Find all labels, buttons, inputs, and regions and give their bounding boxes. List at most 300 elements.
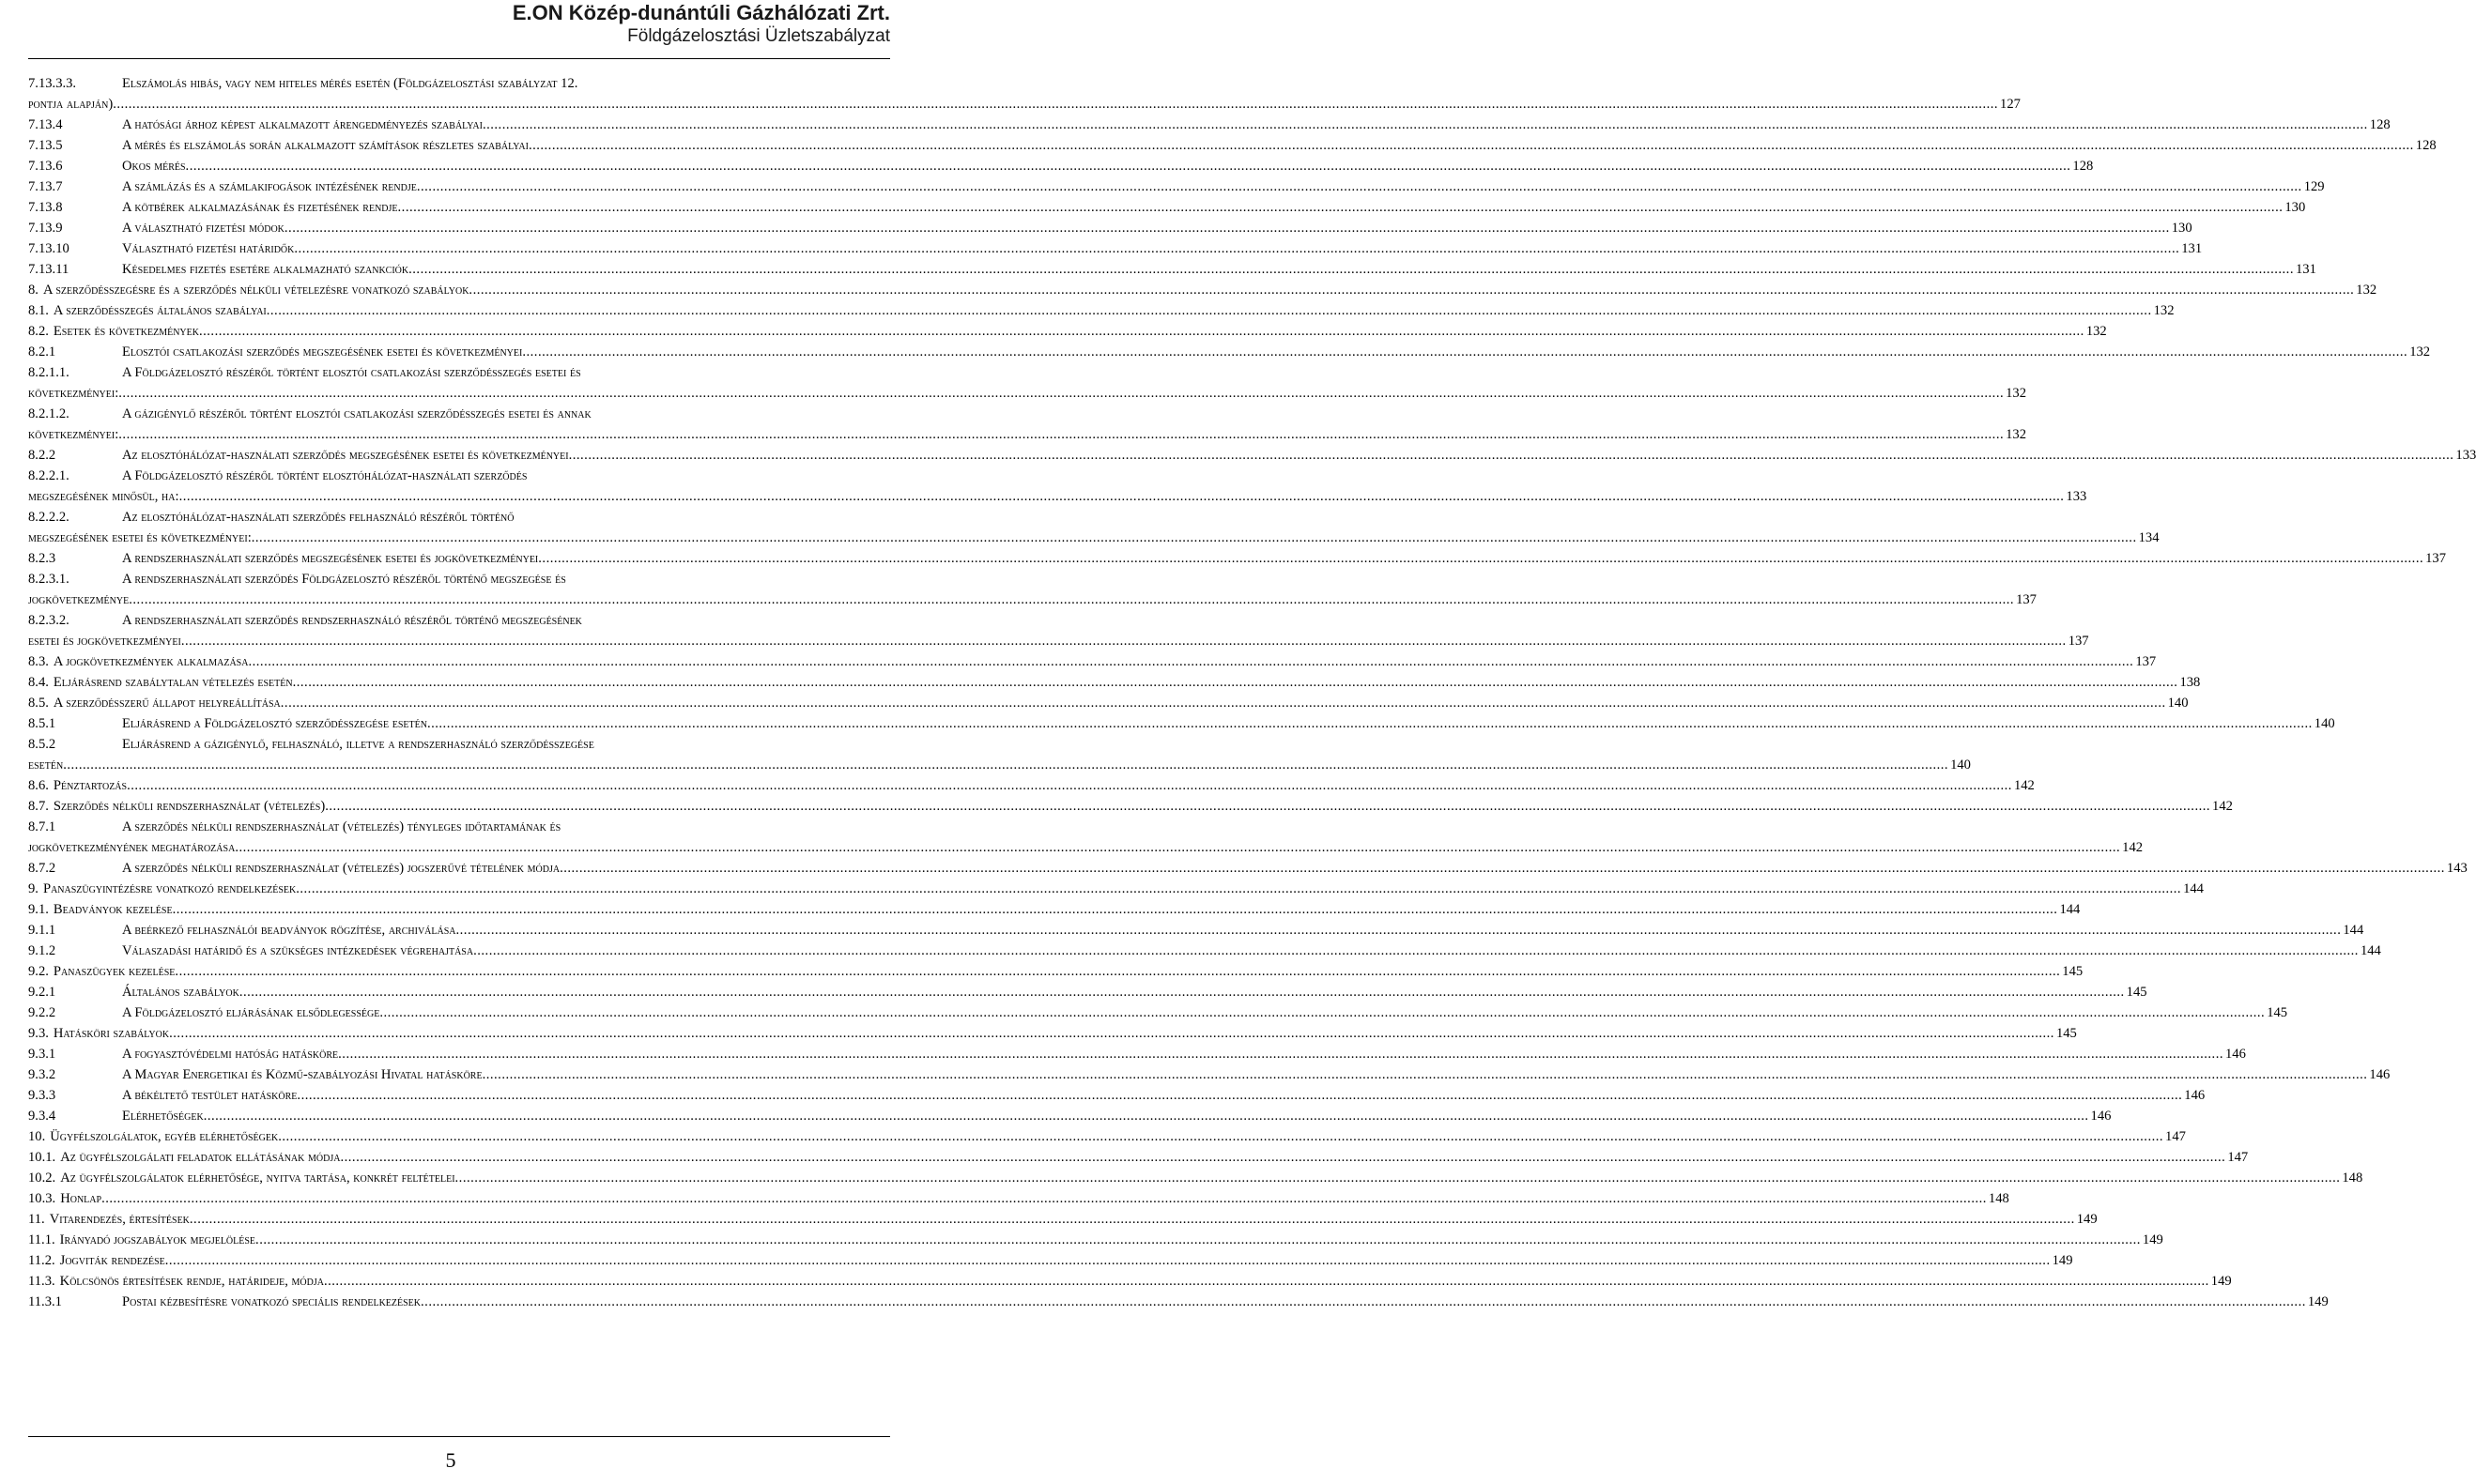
toc-entry-title: Honlap	[60, 1191, 102, 1206]
toc-entry[interactable]	[28, 1002, 2288, 1023]
toc-entry-number: 10.2.	[28, 1170, 56, 1186]
toc-entry-page: 148	[2342, 1170, 2363, 1186]
toc-entry-page: 132	[2356, 283, 2377, 298]
toc-entry-title: Eljárásrend a Földgázelosztó szerződésszegése esetén	[122, 716, 427, 731]
toc-entry-line	[28, 631, 2089, 651]
toc-entry-title: A Földgázelosztó részéről történt elosztói csatlakozási szerződésszegés esetei és	[122, 365, 581, 380]
toc-entry-title: Elosztói csatlakozási szerződés megszegésének esetei és következményei	[122, 344, 523, 360]
toc-entry-page: 144	[2059, 902, 2081, 917]
page-header	[513, 2, 890, 49]
toc-entry-line	[28, 837, 2144, 858]
toc-entry-page: 140	[1950, 757, 1971, 773]
toc-entry-page: 147	[2227, 1150, 2249, 1165]
toc-entry-line	[28, 589, 2037, 610]
toc-entry[interactable]	[28, 507, 2160, 548]
toc-entry-line	[28, 115, 2391, 135]
toc-entry-line	[28, 404, 890, 424]
toc-entry-line	[28, 1292, 2329, 1312]
toc-entry-line	[28, 73, 890, 94]
toc-entry-line	[28, 734, 890, 755]
toc-entry-title: A gázigénylő részéről történt elosztói csatlakozási szerződésszegés esetei és annak	[122, 406, 592, 421]
toc-entry-page: 131	[2295, 262, 2316, 277]
toc-leader-dots	[483, 1064, 2368, 1085]
toc-entry[interactable]	[28, 342, 2431, 362]
toc-entry-title: Választható fizetési határidők	[122, 241, 295, 256]
toc-entry-line	[28, 321, 2107, 342]
toc-entry-title: Az elosztóhálózat-használati szerződés megszegésének esetei és következményei	[122, 448, 569, 463]
toc-leader-dots	[179, 486, 2065, 507]
toc-leader-dots	[248, 651, 2133, 672]
toc-entry-title: A Földgázelosztó eljárásának elsődlegessége	[122, 1005, 380, 1020]
toc-entry[interactable]	[28, 1064, 2391, 1085]
toc-entry-number: 9.1.	[28, 902, 49, 917]
toc-entry-page: 132	[2409, 344, 2431, 360]
toc-entry[interactable]	[28, 362, 2026, 404]
toc-entry-title: pontja alapján)	[28, 97, 114, 112]
toc-entry-title: Hatásköri szabályok	[53, 1026, 170, 1041]
toc-entry-page: 144	[2183, 881, 2204, 896]
toc-leader-dots	[175, 961, 2060, 982]
toc-entry-page: 145	[2267, 1005, 2288, 1020]
toc-entry-number: 8.5.2	[28, 737, 56, 752]
toc-leader-dots	[560, 858, 2445, 879]
toc-leader-dots	[340, 1147, 2225, 1168]
toc-entry-title: Az ügyfélszolgálati feladatok ellátásának módja	[60, 1150, 341, 1165]
toc-entry-title: következményei:	[28, 386, 119, 401]
toc-entry-title: jogkövetkezménye	[28, 592, 130, 607]
toc-entry-line	[28, 961, 2084, 982]
toc-entry-line	[28, 1250, 2073, 1271]
toc-entry-line	[28, 796, 2233, 817]
toc-leader-dots	[427, 713, 2313, 734]
toc-entry[interactable]	[28, 899, 2081, 920]
toc-entry-page: 149	[2142, 1232, 2163, 1247]
toc-entry-title: megszegésének esetei és következményei:	[28, 530, 252, 545]
toc-entry-number: 8.2.3.1.	[28, 572, 69, 587]
toc-entry-page: 131	[2181, 241, 2203, 256]
toc-entry-title: A jogkövetkezmények alkalmazása	[53, 654, 249, 669]
toc-entry[interactable]	[28, 920, 2364, 941]
toc-entry-line	[28, 879, 2204, 899]
toc-leader-dots	[338, 1044, 2223, 1064]
toc-entry[interactable]	[28, 404, 2026, 445]
toc-entry-page: 142	[2122, 840, 2144, 855]
toc-entry[interactable]	[28, 135, 2437, 156]
toc-entry[interactable]	[28, 300, 2175, 321]
toc-entry-title: esetén	[28, 757, 64, 773]
toc-entry-number: 9.2.2	[28, 1005, 56, 1020]
toc-leader-dots	[169, 1023, 2054, 1044]
toc-entry-title: Panaszügyintézésre vonatkozó rendelkezések	[42, 881, 297, 896]
toc-entry-line	[28, 755, 1971, 775]
toc-entry-number: 7.13.5	[28, 138, 63, 153]
toc-entry-number: 7.13.8	[28, 200, 63, 215]
toc-entry-page: 137	[2016, 592, 2037, 607]
toc-entry[interactable]	[28, 610, 2089, 651]
toc-entry-line	[28, 197, 2306, 218]
toc-entry-page: 132	[2006, 386, 2026, 401]
toc-entry[interactable]	[28, 1209, 2098, 1230]
toc-entry-page: 149	[2307, 1294, 2329, 1309]
toc-entry-title: Eljárásrend szabálytalan vételezés esetén	[53, 675, 293, 690]
toc-entry-line	[28, 610, 890, 631]
toc-entry-line	[28, 672, 2201, 693]
toc-entry-line	[28, 94, 2021, 115]
toc-entry-number: 8.2.2.2.	[28, 510, 69, 525]
company-name: E.ON Közép-dunántúli Gázhálózati Zrt.	[512, 1, 890, 24]
toc-entry-title: következményei:	[28, 427, 119, 442]
toc-entry-page: 137	[2425, 551, 2446, 566]
toc-entry-line	[28, 920, 2364, 941]
toc-entry-line	[28, 1230, 2163, 1250]
toc-entry-line	[28, 1209, 2098, 1230]
toc-entry[interactable]	[28, 1023, 2077, 1044]
toc-entry-title: A választható fizetési módok	[122, 221, 285, 236]
toc-entry-title: Jogviták rendezése	[59, 1253, 165, 1268]
toc-entry-line	[28, 693, 2189, 713]
toc-entry[interactable]	[28, 176, 2325, 197]
page-number: 5	[445, 1448, 456, 1472]
toc-leader-dots	[129, 589, 2014, 610]
toc-entry[interactable]	[28, 879, 2204, 899]
toc-leader-dots	[324, 1271, 2209, 1292]
toc-entry-page: 137	[2068, 634, 2089, 649]
toc-leader-dots	[118, 424, 2004, 445]
toc-entry-number: 8.7.1	[28, 819, 56, 834]
toc-entry-number: 8.2.	[28, 324, 49, 339]
toc-entry[interactable]	[28, 713, 2335, 734]
toc-leader-dots	[113, 94, 1998, 115]
toc-entry-title: Az ügyfélszolgálatok elérhetősége, nyitva tartása, konkrét feltételei	[60, 1170, 455, 1186]
toc-entry-line	[28, 1271, 2232, 1292]
toc-entry-line	[28, 1085, 2206, 1106]
toc-entry-title: A fogyasztóvédelmi hatóság hatásköre	[122, 1047, 339, 1062]
toc-leader-dots	[101, 1188, 1987, 1209]
toc-entry-number: 8.5.1	[28, 716, 56, 731]
toc-entry-number: 7.13.3.3.	[28, 76, 77, 91]
toc-leader-dots	[127, 775, 2012, 796]
toc-entry[interactable]	[28, 280, 2377, 300]
toc-entry[interactable]	[28, 197, 2306, 218]
toc-entry-page: 142	[2013, 778, 2035, 793]
toc-leader-dots	[252, 528, 2137, 548]
toc-entry-page: 146	[2184, 1088, 2206, 1103]
toc-leader-dots	[285, 218, 2170, 238]
toc-entry-line	[28, 651, 2157, 672]
toc-entry-number: 8.4.	[28, 675, 49, 690]
toc-entry[interactable]	[28, 445, 2476, 466]
toc-entry-line	[28, 1126, 2186, 1147]
toc-entry[interactable]	[28, 1044, 2246, 1064]
toc-entry-page: 148	[1988, 1191, 2009, 1206]
toc-entry-line	[28, 218, 2192, 238]
toc-leader-dots	[173, 899, 2058, 920]
toc-entry-number: 10.	[28, 1129, 46, 1144]
toc-leader-dots	[118, 383, 2004, 404]
toc-entry-line	[28, 176, 2325, 197]
toc-entry-title: A szerződésszerű állapot helyreállítása	[53, 696, 281, 711]
toc-entry[interactable]	[28, 734, 1971, 775]
toc-entry-title: Vitarendezés, értesítések	[49, 1212, 190, 1227]
toc-entry-line	[28, 1106, 2112, 1126]
toc-entry-page: 140	[2314, 716, 2335, 731]
toc-leader-dots	[239, 982, 2125, 1002]
toc-entry-title: A Magyar Energetikai és Közmű-szabályozási Hivatal hatásköre	[122, 1067, 483, 1082]
toc-entry-line	[28, 507, 890, 528]
toc-entry-title: A békéltető testület hatásköre	[122, 1088, 298, 1103]
toc-leader-dots	[522, 342, 2407, 362]
toc-entry[interactable]	[28, 1147, 2249, 1168]
document-subtitle: Földgázelosztási Üzletszabályzat	[627, 26, 890, 46]
toc-entry-title: Pénztartozás	[53, 778, 128, 793]
toc-entry-page: 130	[2171, 221, 2192, 236]
toc-entry[interactable]	[28, 672, 2201, 693]
toc-entry-page: 137	[2135, 654, 2157, 669]
toc-entry[interactable]	[28, 259, 2316, 280]
toc-leader-dots	[473, 941, 2359, 961]
toc-entry-page: 133	[2066, 489, 2087, 504]
toc-entry-title: Válaszadási határidő és a szükséges intézkedések végrehajtása	[122, 943, 474, 958]
toc-entry-line	[28, 1044, 2246, 1064]
toc-entry[interactable]	[28, 156, 2094, 176]
toc-entry-line	[28, 817, 890, 837]
toc-entry-line	[28, 548, 2446, 569]
toc-entry-page: 134	[2138, 530, 2160, 545]
toc-entry-line	[28, 300, 2175, 321]
toc-entry-number: 7.13.11	[28, 262, 69, 277]
toc-entry-number: 9.1.1	[28, 923, 56, 938]
toc-entry-page: 146	[2369, 1067, 2391, 1082]
toc-entry-line	[28, 1168, 2363, 1188]
toc-entry-number: 8.2.1	[28, 344, 56, 360]
toc-entry-line	[28, 858, 2468, 879]
toc-entry-title: A szerződésszegésre és a szerződés nélküli vételezésre vonatkozó szabályok	[42, 283, 469, 298]
toc-entry-title: Késedelmes fizetés esetére alkalmazható szankciók	[122, 262, 409, 277]
toc-entry-number: 8.2.1.1.	[28, 365, 69, 380]
toc-leader-dots	[204, 1106, 2089, 1126]
toc-entry[interactable]	[28, 817, 2144, 858]
toc-entry[interactable]	[28, 1188, 2009, 1209]
toc-entry-line	[28, 1188, 2009, 1209]
toc-entry[interactable]	[28, 321, 2107, 342]
toc-entry[interactable]	[28, 1292, 2329, 1312]
toc-entry-title: jogkövetkezményének meghatározása	[28, 840, 236, 855]
toc-entry[interactable]	[28, 775, 2035, 796]
toc-leader-dots	[186, 156, 2071, 176]
toc-entry-line	[28, 259, 2316, 280]
toc-entry-title: Eljárásrend a gázigénylő, felhasználó, illetve a rendszerhasználó szerződésszegése	[122, 737, 594, 752]
toc-leader-dots	[569, 445, 2454, 466]
toc-entry-page: 138	[2179, 675, 2201, 690]
toc-entry-title: A rendszerhasználati szerződés Földgázelosztó részéről történő megszegése és	[122, 572, 566, 587]
toc-entry-line	[28, 982, 2147, 1002]
toc-entry-line	[28, 775, 2035, 796]
toc-entry[interactable]	[28, 1168, 2363, 1188]
toc-entry-line	[28, 569, 890, 589]
toc-entry-number: 9.	[28, 881, 38, 896]
toc-entry-page: 127	[2000, 97, 2021, 112]
toc-entry[interactable]	[28, 941, 2381, 961]
toc-entry[interactable]	[28, 858, 2468, 879]
toc-leader-dots	[538, 548, 2423, 569]
toc-entry-number: 7.13.4	[28, 117, 63, 132]
toc-entry-number: 10.3.	[28, 1191, 56, 1206]
toc-entry-line	[28, 135, 2437, 156]
toc-entry-line	[28, 1023, 2077, 1044]
toc-entry-number: 8.7.	[28, 799, 49, 814]
toc-entry-title: Elszámolás hibás, vagy nem hiteles mérés esetén (Földgázelosztási szabályzat 12.	[122, 76, 578, 91]
toc-entry-number: 8.3.	[28, 654, 49, 669]
toc-entry[interactable]	[28, 1085, 2206, 1106]
toc-entry-number: 9.3.	[28, 1026, 49, 1041]
toc-leader-dots	[421, 1292, 2306, 1312]
toc-entry[interactable]	[28, 466, 2087, 507]
toc-leader-dots	[190, 1209, 2075, 1230]
toc-entry-number: 9.3.2	[28, 1067, 56, 1082]
toc-entry-page: 145	[2126, 985, 2147, 1000]
toc-entry-title: A szerződésszegés általános szabályai	[53, 303, 267, 318]
toc-entry-number: 7.13.6	[28, 159, 63, 174]
toc-entry-title: A szerződés nélküli rendszerhasználat (vételezés) tényleges időtartamának és	[122, 819, 561, 834]
toc-leader-dots	[379, 1002, 2265, 1023]
toc-entry-page: 149	[2052, 1253, 2073, 1268]
toc-entry-page: 147	[2165, 1129, 2186, 1144]
toc-entry-line	[28, 528, 2160, 548]
toc-leader-dots	[456, 920, 2342, 941]
toc-entry-number: 10.1.	[28, 1150, 56, 1165]
toc-entry-title: Szerződés nélküli rendszerhasználat (vételezés)	[53, 799, 326, 814]
toc-entry-number: 9.2.	[28, 964, 49, 979]
toc-entry-title: A rendszerhasználati szerződés rendszerhasználó részéről történő megszegésének	[122, 613, 582, 628]
toc-entry-line	[28, 713, 2335, 734]
toc-leader-dots	[181, 631, 2067, 651]
toc-entry-number: 8.5.	[28, 696, 49, 711]
toc-entry-title: A kötbérek alkalmazásának és fizetésének rendje	[122, 200, 398, 215]
toc-entry-title: esetei és jogkövetkezményei	[28, 634, 181, 649]
toc-leader-dots	[199, 321, 2084, 342]
toc-entry-title: A mérés és elszámolás során alkalmazott számítások részletes szabályai	[122, 138, 529, 153]
toc-entry[interactable]	[28, 961, 2084, 982]
toc-entry-page: 133	[2455, 448, 2476, 463]
toc-entry-page: 149	[2210, 1274, 2232, 1289]
toc-entry-title: Kölcsönös értesítések rendje, határideje, módja	[59, 1274, 324, 1289]
toc-entry-number: 8.7.2	[28, 861, 56, 876]
toc-entry[interactable]	[28, 1271, 2232, 1292]
toc-entry[interactable]	[28, 73, 2021, 115]
toc-entry-number: 11.3.	[28, 1274, 55, 1289]
toc-entry[interactable]	[28, 115, 2391, 135]
toc-entry[interactable]	[28, 651, 2157, 672]
toc-entry-line	[28, 466, 890, 486]
toc-entry[interactable]	[28, 693, 2189, 713]
toc-entry-number: 8.2.1.2.	[28, 406, 69, 421]
toc-entry-title: A hatósági árhoz képest alkalmazott árengedményezés szabályai	[122, 117, 483, 132]
toc-entry-page: 132	[2085, 324, 2107, 339]
toc-entry-title: A számlázás és a számlakifogások intézésének rendje	[122, 179, 417, 194]
header-rule	[28, 58, 890, 59]
toc-entry-title: Az elosztóhálózat-használati szerződés felhasználó részéről történő	[122, 510, 515, 525]
toc-entry-number: 9.3.3	[28, 1088, 56, 1103]
toc-leader-dots	[281, 693, 2166, 713]
toc-leader-dots	[165, 1250, 2051, 1271]
toc-leader-dots	[469, 280, 2354, 300]
toc-leader-dots	[267, 300, 2152, 321]
toc-entry-page: 146	[2090, 1109, 2112, 1124]
toc-entry-line	[28, 486, 2087, 507]
toc-leader-dots	[297, 1085, 2182, 1106]
toc-entry-number: 7.13.10	[28, 241, 69, 256]
toc-entry-line	[28, 941, 2381, 961]
toc-leader-dots	[63, 755, 1948, 775]
toc-entry-title: A szerződés nélküli rendszerhasználat (vételezés) jogszerűvé tételének módja	[122, 861, 561, 876]
toc-entry-page: 144	[2360, 943, 2381, 958]
toc-entry-number: 8.2.2	[28, 448, 56, 463]
toc-entry[interactable]	[28, 796, 2233, 817]
toc-entry-line	[28, 899, 2081, 920]
toc-entry[interactable]	[28, 1230, 2163, 1250]
toc-entry-title: megszegésének minősül, ha:	[28, 489, 179, 504]
toc-entry-page: 140	[2167, 696, 2189, 711]
toc-entry-title: A Földgázelosztó részéről történt elosztóhálózat-használati szerződés	[122, 468, 528, 483]
toc-leader-dots	[235, 837, 2120, 858]
toc-entry-title: Okos mérés	[122, 159, 186, 174]
toc-leader-dots	[255, 1230, 2141, 1250]
toc-entry-page: 149	[2076, 1212, 2098, 1227]
toc-entry-line	[28, 156, 2094, 176]
toc-entry-number: 8.2.2.1.	[28, 468, 69, 483]
toc-entry-title: Panaszügyek kezelése	[53, 964, 176, 979]
table-of-contents	[28, 73, 2476, 1312]
toc-entry-page: 144	[2343, 923, 2364, 938]
toc-entry-number: 9.3.1	[28, 1047, 56, 1062]
toc-entry-page: 129	[2303, 179, 2325, 194]
toc-entry-number: 11.3.1	[28, 1294, 62, 1309]
toc-entry-number: 11.	[28, 1212, 45, 1227]
toc-entry-number: 9.1.2	[28, 943, 56, 958]
toc-entry-number: 11.1.	[28, 1232, 55, 1247]
toc-leader-dots	[417, 176, 2302, 197]
toc-leader-dots	[408, 259, 2294, 280]
toc-entry[interactable]	[28, 569, 2037, 610]
toc-entry-line	[28, 1064, 2391, 1085]
toc-entry-line	[28, 362, 890, 383]
toc-leader-dots	[278, 1126, 2163, 1147]
toc-entry-line	[28, 342, 2431, 362]
toc-entry-title: Esetek és következmények	[53, 324, 199, 339]
toc-entry[interactable]	[28, 982, 2147, 1002]
toc-entry[interactable]	[28, 548, 2446, 569]
toc-entry-page: 128	[2369, 117, 2391, 132]
toc-entry-page: 145	[2062, 964, 2084, 979]
toc-entry[interactable]	[28, 1106, 2112, 1126]
toc-entry-page: 142	[2212, 799, 2233, 814]
toc-entry-title: Általános szabályok	[122, 985, 239, 1000]
toc-leader-dots	[529, 135, 2414, 156]
toc-entry[interactable]	[28, 238, 2203, 259]
toc-entry[interactable]	[28, 1250, 2073, 1271]
toc-entry-line	[28, 424, 2026, 445]
toc-entry-title: Elérhetőségek	[122, 1109, 204, 1124]
toc-entry[interactable]	[28, 1126, 2186, 1147]
toc-leader-dots	[483, 115, 2368, 135]
toc-entry-page: 146	[2224, 1047, 2246, 1062]
toc-entry-number: 7.13.9	[28, 221, 63, 236]
toc-entry[interactable]	[28, 218, 2192, 238]
toc-leader-dots	[294, 238, 2179, 259]
toc-entry-page: 128	[2072, 159, 2094, 174]
footer-rule	[28, 1436, 890, 1437]
toc-leader-dots	[398, 197, 2284, 218]
